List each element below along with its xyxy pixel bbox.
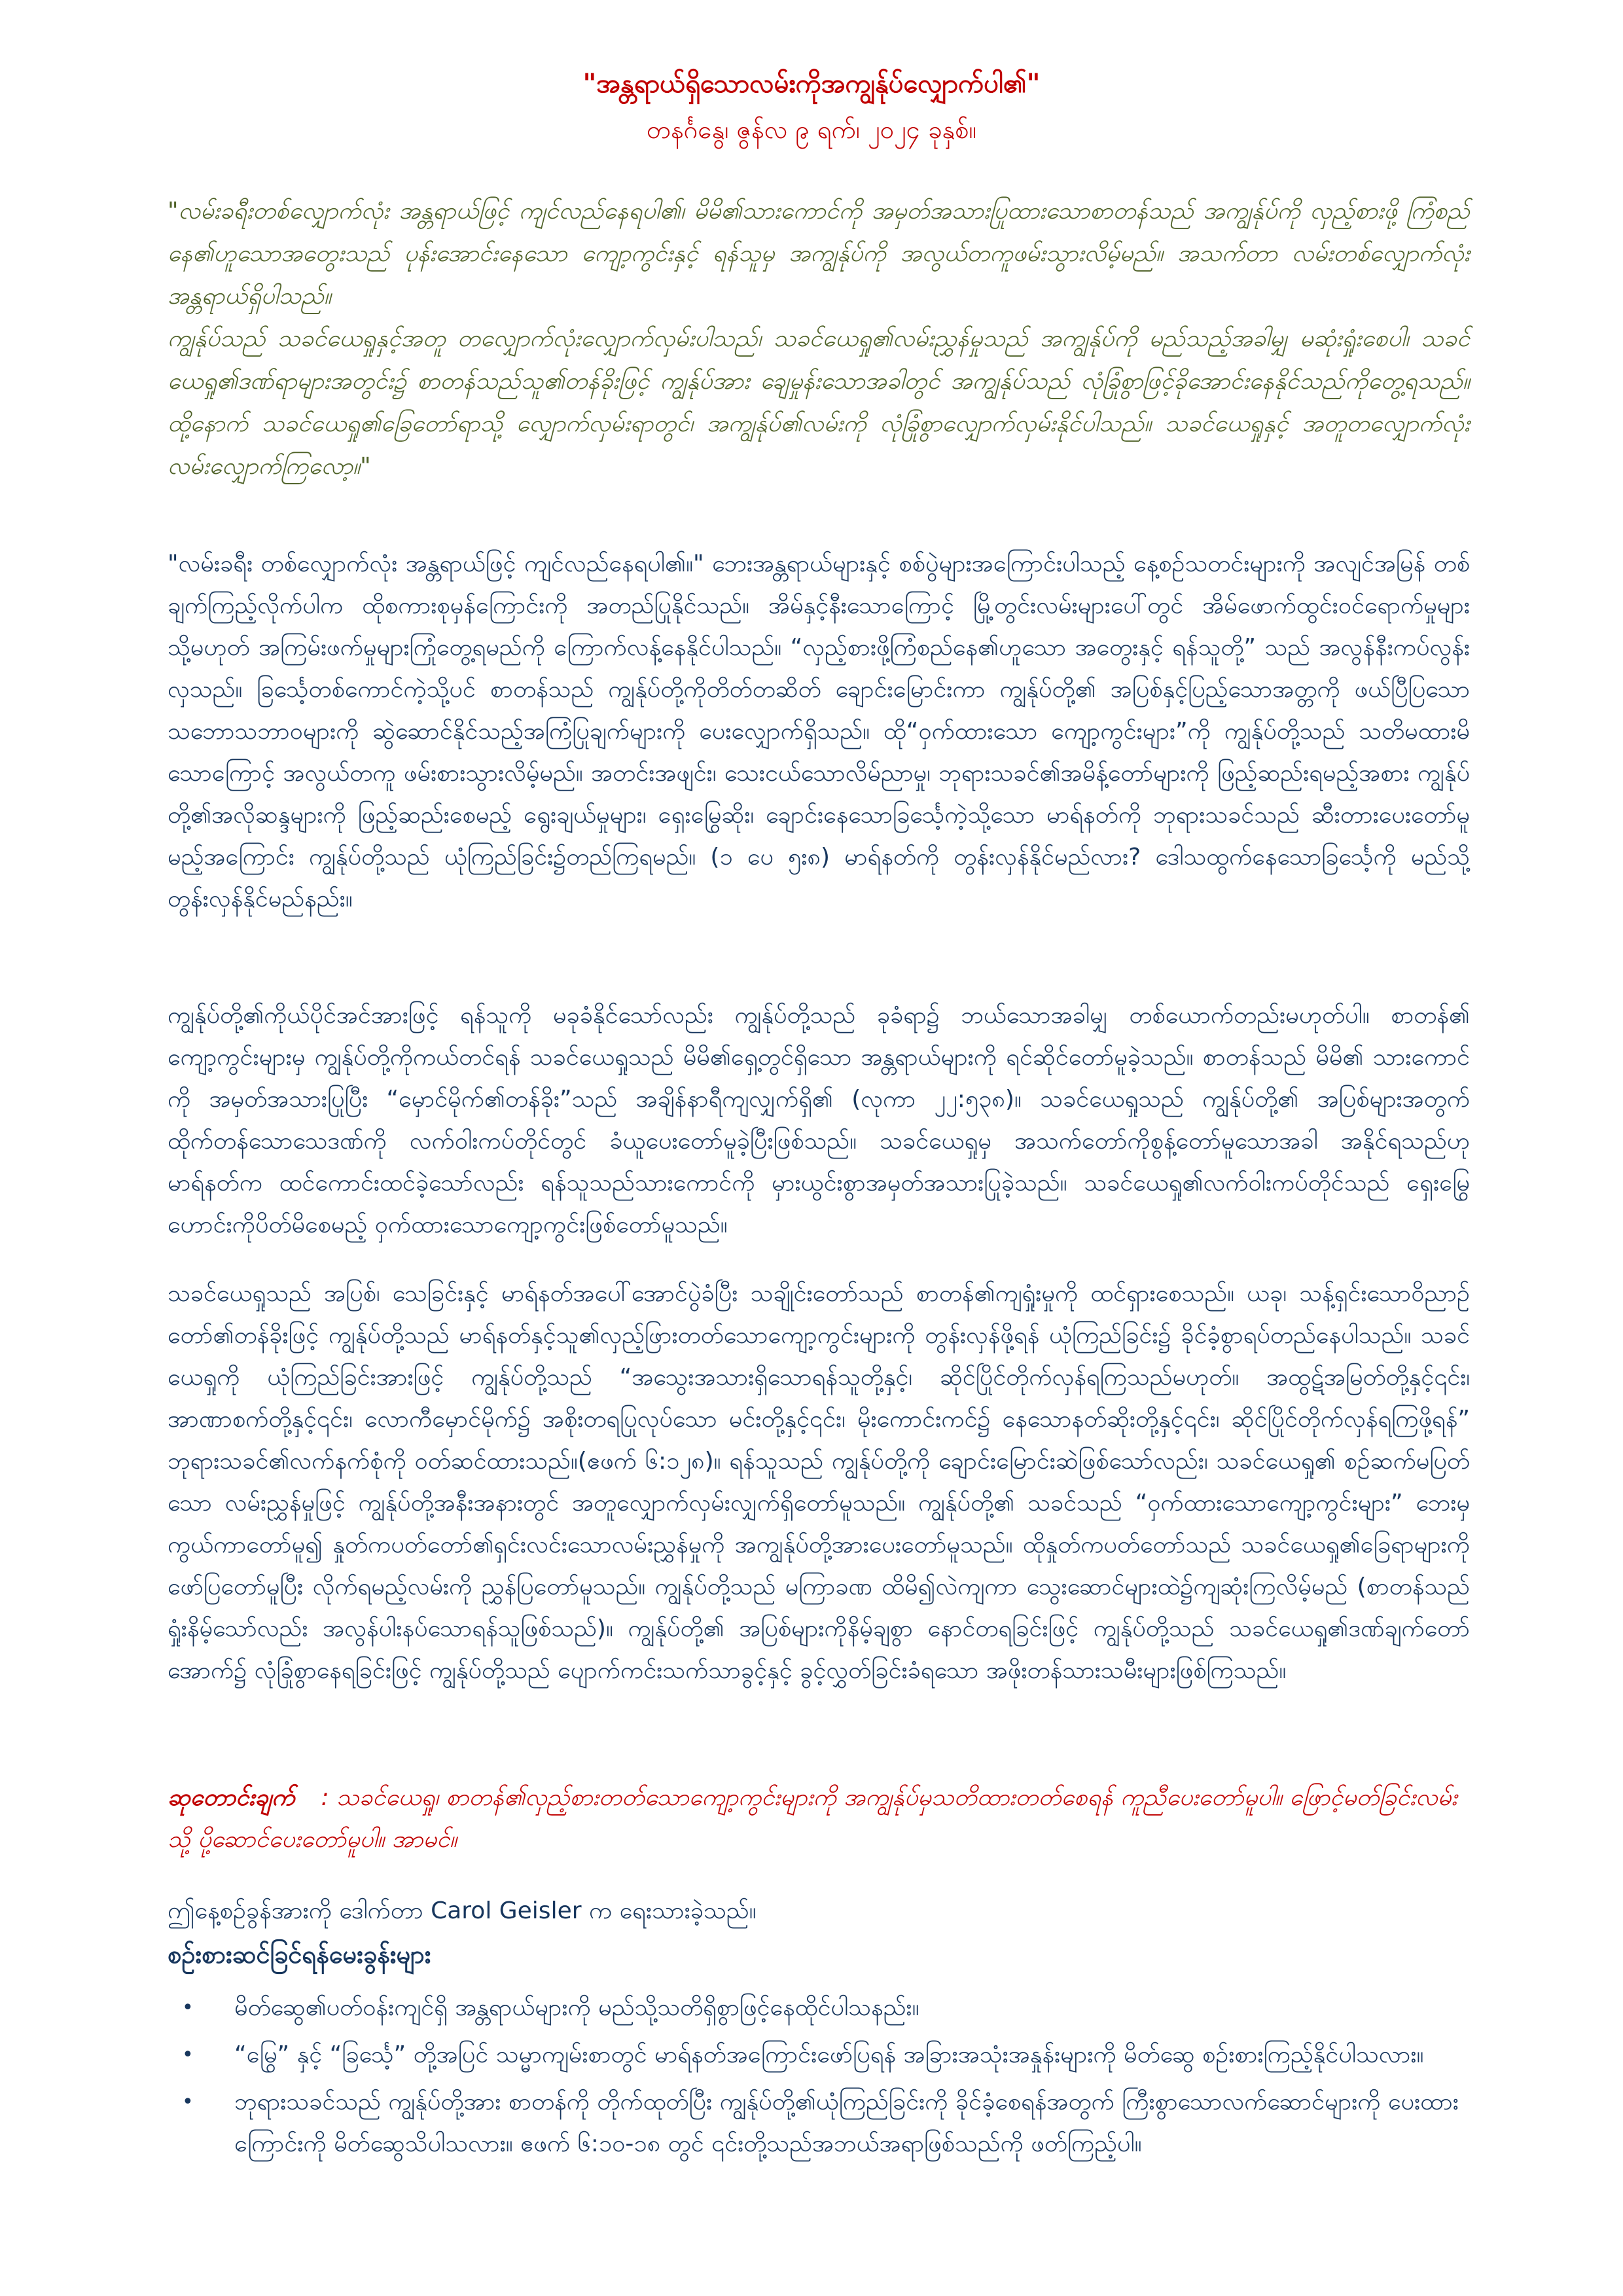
prayer-text: : သခင်ယေရှု၊ စာတန်၏လှည့်စားတတ်သောကျော့ကွင်းများကို အကျွန်ုပ်မှသတိထားတတ်စေရန် ကူညီပေးတော်မူပါ။ ဖြောင့်မတ်ခြင်းလမ်းသို့ ပို့ဆောင်ပေးတော်မူပါ။ အာမင်။ — [168, 1784, 1457, 1853]
body-paragraph: "လမ်းခရီး တစ်လျှောက်လုံး အန္တရာယ်ဖြင့် ကျင်လည်နေရပါ၏။" ဘေးအန္တရာယ်များနှင့် စစ်ပွဲများအကြောင်းပါသည့် နေ့စဉ်သတင်းများကို အလျင်အမြန် တစ်ချက်ကြည့်လိုက်ပါက ထိုစကားစုမှန်ကြောင်းကို အတည်ပြုနိုင်သည်။ အိမ်နှင့်နီးသောကြောင့် မြို့တွင်းလမ်းများပေါ်တွင် အိမ်ဖောက်ထွင်းဝင်ရောက်မှုများ သို့မဟုတ် အကြမ်းဖက်မှုများကြုံတွေ့ရမည်ကို ကြောက်လန့်နေနိုင်ပါသည်။ “လှည့်စားဖို့ကြံစည်နေ၏ဟူသော အတွေးနှင့် ရန်သူတို့” သည် အလွန်နီးကပ်လွန်းလှသည်။ ခြင်္သေ့တစ်ကောင်ကဲ့သို့ပင် စာတန်သည် ကျွန်ုပ်တို့ကိုတိတ်တဆိတ် ချောင်းမြောင်းကာ ကျွန်ုပ်တို့၏ အပြစ်နှင့်ပြည့်သောအတ္တကို ဖယ်ပြီပြသော သဘောသဘာဝများကို ဆွဲဆောင်နိုင်သည့်အကြံပြုချက်များကို ပေးလျှောက်ရှိသည်။ ထို“ဝှက်ထားသော ကျော့ကွင်းများ”ကို ကျွန်ုပ်တို့သည် သတိမထားမိသောကြောင့် အလွယ်တကူ ဖမ်းစားသွားလိမ့်မည်။ အတင်းအဖျင်း၊ သေးငယ်သောလိမ်ညာမှု၊ ဘုရားသခင်၏အမိန့်တော်များကို ဖြည့်ဆည်းရမည့်အစား ကျွန်ုပ်တို့၏အလိုဆန္ဒများကို ဖြည့်ဆည်းစေမည့် ရွေးချယ်မှုများ၊ ရှေးမြွေဆိုး၊ ချောင်းနေသောခြင်္သေ့ကဲ့သို့သော မာရ်နတ်ကို ဘုရားသခင်သည် ဆီးတားပေးတော်မူမည့်အကြောင်း ကျွန်ုပ်တို့သည် ယုံကြည်ခြင်း၌တည်ကြရမည်။ (၁ ပေ ၅း၈) မာရ်နတ်ကို တွန်းလှန်နိုင်မည်လား? ဒေါသထွက်နေသောခြင်္သေ့ကို မည်သို့တွန်းလှန်နိုင်မည်နည်း။ — [168, 550, 1470, 912]
list-item — [168, 1987, 1470, 2029]
bullet-icon: • — [182, 1996, 194, 2019]
question-text: မိတ်ဆွေ၏ပတ်ဝန်းကျင်ရှိ အန္တရာယ်များကို မည်သို့သတိရှိစွာဖြင့်နေထိုင်ပါသနည်း။ — [234, 1994, 919, 2021]
questions-heading: စဉ်းစားဆင်ခြင်ရန်မေးခွန်းများ — [168, 1940, 431, 1969]
prayer-label: ဆုတောင်းချက် — [168, 1784, 295, 1811]
question-text: “မြွေ” နှင့် “ခြင်္သေ့” တို့အပြင် သမ္မာကျမ်းစာတွင် မာရ်နတ်အကြောင်းဖော်ပြရန် အခြားအသုံးအနှုန်းများကို မိတ်ဆွေ စဉ်းစားကြည့်နိုင်ပါသလား။ — [234, 2041, 1424, 2068]
opening-verse — [168, 190, 1470, 488]
question-text: ဘုရားသခင်သည် ကျွန်ုပ်တို့အား စာတန်ကို တိုက်ထုတ်ပြီး ကျွန်ုပ်တို့၏ယုံကြည်ခြင်းကို ခိုင်ခံ့စေရန်အတွက် ကြီးစွာသောလက်ဆောင်များကို ပေးထားကြောင်းကို မိတ်ဆွေသိပါသလား။ ဧဖက် ၆:၁၀-၁၈ တွင် ၎င်းတို့သည်အဘယ်အရာဖြစ်သည်ကို ဖတ်ကြည့်ပါ။ — [234, 2089, 1459, 2157]
body-paragraph: သခင်ယေရှုသည် အပြစ်၊ သေခြင်းနှင့် မာရ်နတ်အပေါ်အောင်ပွဲခံပြီး သချိုင်းတော်သည် စာတန်၏ကျရှုံးမှုကို ထင်ရှားစေသည်။ ယခု၊ သန့်ရှင်းသောဝိညာဉ်တော်၏တန်ခိုးဖြင့် ကျွန်ုပ်တို့သည် မာရ်နတ်နှင့်သူ၏လှည့်ဖြားတတ်သောကျော့ကွင်းများကို တွန်းလှန်ဖို့ရန် ယုံကြည်ခြင်း၌ ခိုင်ခံ့စွာရပ်တည်နေပါသည်။ သခင်ယေရှုကို ယုံကြည်ခြင်းအားဖြင့် ကျွန်ုပ်တို့သည် “အသွေးအသားရှိသောရန်သူတို့နှင့်၊ ဆိုင်ပြိုင်တိုက်လှန်ရကြသည်မဟုတ်။ အထွဋ်အမြတ်တို့နှင့်၎င်း၊ အာဏာစက်တို့နှင့်၎င်း၊ လောကီမှောင်မိုက်၌ အစိုးတရပြုလုပ်သော မင်းတို့နှင့်၎င်း၊ မိုးကောင်းကင်၌ နေသောနတ်ဆိုးတို့နှင့်၎င်း၊ ဆိုင်ပြိုင်တိုက်လှန်ရကြဖို့ရန်” ဘုရားသခင်၏လက်နက်စုံကို ဝတ်ဆင်ထားသည်။(ဧဖက် ၆:၁၂၈)။ ရန်သူသည် ကျွန်ုပ်တို့ကို ချောင်းမြောင်းဆဲဖြစ်သော်လည်း၊ သခင်ယေရှု၏ စဉ်ဆက်မပြတ်သော လမ်းညွှန်မှုဖြင့် ကျွန်ုပ်တို့အနီးအနားတွင် အတူလျှောက်လှမ်းလျှက်ရှိတော်မူသည်။ ကျွန်ုပ်တို့၏ သခင်သည် “ဝှက်ထားသောကျော့ကွင်းများ” ဘေးမှကွယ်ကာတော်မူ၍ နှုတ်ကပတ်တော်၏ရှင်းလင်းသောလမ်းညွှန်မှုကို အကျွန်ုပ်တို့အားပေးတော်မူသည်။ ထိုနှုတ်ကပတ်တော်သည် သခင်ယေရှု၏ခြေရာများကို ဖော်ပြတော်မူပြီး လိုက်ရမည့်လမ်းကို ညွှန်ပြတော်မူသည်။ ကျွန်ုပ်တို့သည် မကြာခဏ ထိမိ၍လဲကျကာ သွေးဆောင်များထဲ၌ကျဆုံးကြလိမ့်မည် (စာတန်သည်ရှုံးနိမ့်သော်လည်း အလွန်ပါးနပ်သောရန်သူဖြစ်သည်)။ ကျွန်ုပ်တို့၏ အပြစ်များကိုနိမ့်ချစွာ နောင်တရခြင်းဖြင့် ကျွန်ုပ်တို့သည် သခင်ယေရှု၏ဒဏ်ချက်တော်အောက်၌ လုံခြုံစွာနေရခြင်းဖြင့် ကျွန်ုပ်တို့သည် ပျောက်ကင်းသက်သာခွင့်နှင့် ခွင့်လွှတ်ခြင်းခံရသော အဖိုးတန်သားသမီးများဖြစ်ကြသည်။ — [168, 1280, 1470, 1684]
date-line: တနင်္ဂနွေ၊ ဇွန်လ ၉ ရက်၊ ၂၀၂၄ ခုနှစ်။ — [646, 115, 977, 144]
verse-paragraph: "လမ်းခရီးတစ်လျှောက်လုံး အန္တရာယ်ဖြင့် ကျင်လည်နေရပါ၏၊ မိမိ၏သားကောင်ကို အမှတ်အသားပြုထားသောစာတန်သည် အကျွန်ုပ်ကို လှည့်စားဖို့ ကြံစည်နေ၏ဟူသောအတွေးသည် ပုန်းအောင်းနေသော ကျော့ကွင်းနှင့် ရန်သူမှ အကျွန်ုပ်ကို အလွယ်တကူဖမ်းသွားလိမ့်မည်။ အသက်တာ လမ်းတစ်လျှောက်လုံး အန္တရာယ်ရှိပါသည်။ — [168, 198, 1470, 310]
bullet-icon: • — [182, 2043, 194, 2066]
page-title: "အန္တရာယ်ရှိသောလမ်းကိုအကျွန်ုပ်လျှောက်ပါ၏" — [582, 69, 1041, 99]
author-credit: ဤနေ့စဉ်ခွန်အားကို ဒေါက်တာ Carol Geisler က ရေးသားခဲ့သည်။ — [168, 1897, 757, 1924]
body-paragraph: ကျွန်ုပ်တို့၏ကိုယ်ပိုင်အင်အားဖြင့် ရန်သူကို မခုခံနိုင်သော်လည်း ကျွန်ုပ်တို့သည် ခုခံရာ၌ ဘယ်သောအခါမျှ တစ်ယောက်တည်းမဟုတ်ပါ။ စာတန်၏ ကျော့ကွင်းများမှ ကျွန်ုပ်တို့ကိုကယ်တင်ရန် သခင်ယေရှုသည် မိမိ၏ရှေ့တွင်ရှိသော အန္တရာယ်များကို ရင်ဆိုင်တော်မူခဲ့သည်။ စာတန်သည် မိမိ၏ သားကောင်ကို အမှတ်အသားပြုပြီး “မှောင်မိုက်၏တန်ခိုး”သည် အချိန်နာရီကျလျှက်ရှိ၏ (လုကာ ၂၂:၅၃၈)။ သခင်ယေရှုသည် ကျွန်ုပ်တို့၏ အပြစ်များအတွက် ထိုက်တန်သောသေဒဏ်ကို လက်ဝါးကပ်တိုင်တွင် ခံယူပေးတော်မူခဲ့ပြီးဖြစ်သည်။ သခင်ယေရှုမှ အသက်တော်ကိုစွန့်တော်မူသောအခါ အနိုင်ရသည်ဟု မာရ်နတ်က ထင်ကောင်းထင်ခဲ့သော်လည်း ရန်သူသည်သားကောင်ကို မှားယွင်းစွာအမှတ်အသားပြုခဲ့သည်။ သခင်ယေရှု၏လက်ဝါးကပ်တိုင်သည် ရှေးမြွေဟောင်းကိုပိတ်မိစေမည့် ဝှက်ထားသောကျော့ကွင်းဖြစ်တော်မူသည်။ — [168, 1002, 1470, 1238]
list-item — [168, 2081, 1470, 2165]
questions-list — [168, 1987, 1470, 2170]
prayer-block — [168, 1777, 1470, 1861]
bullet-icon: • — [182, 2090, 194, 2113]
verse-paragraph: ကျွန်ုပ်သည် သခင်ယေရှုနှင့်အတူ တလျှောက်လုံးလျှောက်လှမ်းပါသည်၊ သခင်ယေရှု၏လမ်းညွှန်မှုသည် အကျွန်ုပ်ကို မည်သည့်အခါမျှ မဆုံးရှုံးစေပါ၊ သခင်ယေရှု၏ဒဏ်ရာများအတွင်း၌ စာတန်သည်သူ၏တန်ခိုးဖြင့် ကျွန်ုပ်အား ချေမှုန်းသောအခါတွင် အကျွန်ုပ်သည် လုံခြုံစွာဖြင့်ခိုအောင်းနေနိုင်သည်ကိုတွေ့ရသည်။ ထို့နောက် သခင်ယေရှု၏ခြေတော်ရာသို့ လျှောက်လှမ်းရာတွင်၊ အကျွန်ုပ်၏လမ်းကို လုံခြုံစွာလျှောက်လှမ်းနိုင်ပါသည်။ သခင်ယေရှုနှင့် အတူတလျှောက်လုံး လမ်းလျှောက်ကြလော့။" — [168, 325, 1470, 480]
list-item — [168, 2034, 1470, 2076]
